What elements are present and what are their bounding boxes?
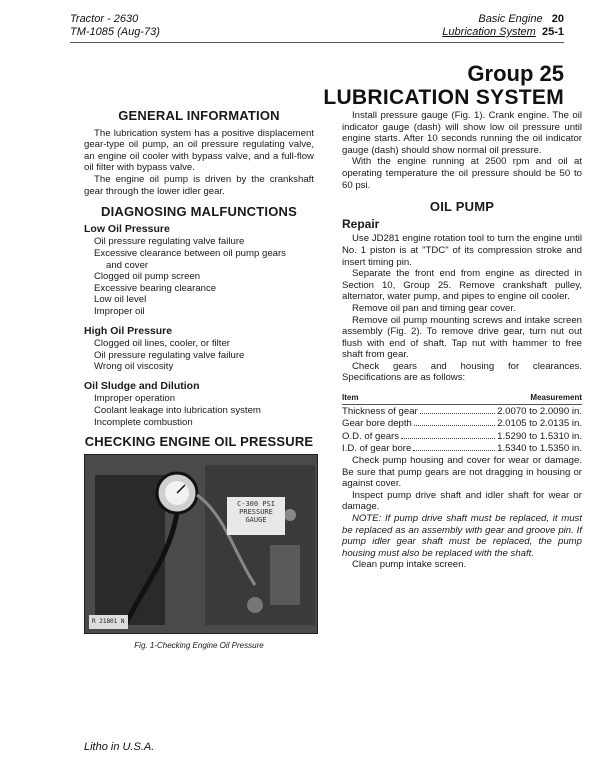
spec-item: O.D. of gears (342, 430, 400, 442)
general-information-heading: GENERAL INFORMATION (118, 108, 280, 123)
list-item: Clogged oil lines, cooler, or filter (94, 338, 230, 350)
list-item: Coolant leakage into lubrication system (94, 405, 261, 417)
list-item: Improper operation (94, 393, 176, 405)
spec-value: 2.0105 to 2.0135 in. (497, 418, 582, 430)
spec-item: I.D. of gear bore (342, 443, 412, 455)
list-item: Oil pressure regulating valve failure (94, 349, 245, 361)
table-row (342, 442, 582, 455)
list-item: Oil pressure regulating valve failure (94, 236, 245, 248)
oil-pressure-gauge-photo (84, 454, 318, 634)
repair-step-6: Check pump housing and cover for wear or damage. Be sure that pump gears are not dragging in housing or against cover. (342, 455, 582, 490)
repair-heading: Repair (342, 216, 380, 231)
spec-value: 1.5290 to 1.5310 in. (497, 430, 582, 442)
group-title-block (323, 62, 564, 110)
low-oil-pressure-list (84, 236, 314, 317)
spec-header-measurement: Measurement (530, 393, 582, 403)
repair-step-4: Remove oil pump mounting screws and intake screen assembly (Fig. 2). To remove drive gear, turn nut out flush with end of shaft. Tap nut with hammer to free shaft from gear. (342, 314, 582, 361)
spec-value: 1.5340 to 1.5350 in. (497, 443, 582, 455)
header-divider (70, 42, 564, 43)
header-group-page: 25-1 (541, 26, 564, 38)
list-item: Wrong oil viscosity (94, 361, 174, 373)
high-oil-pressure-title: High Oil Pressure (84, 324, 173, 337)
repair-step-3: Remove oil pan and timing gear cover. (352, 302, 516, 314)
replacement-note: NOTE: If pump drive shaft must be replaced, it must be replaced as an assembly with gear and groove pin. If pump idler gear shaft must be replaced, the pump housing must also be replaced with the shaft. (342, 513, 582, 559)
oil-pressure-spec-paragraph: With the engine running at 2500 rpm and oil at operating temperature the oil pressure should be 50 to 60 psi. (342, 156, 582, 191)
list-item: Excessive bearing clearance (94, 282, 217, 294)
spec-table-header (342, 392, 582, 405)
page-header-left (70, 13, 160, 39)
header-section-title: Basic Engine (478, 13, 543, 25)
group-number: Group 25 (467, 61, 564, 86)
repair-step-7: Inspect pump drive shaft and idler shaft for wear or damage. (342, 489, 582, 513)
spec-item: Thickness of gear (342, 405, 418, 417)
low-oil-pressure-title: Low Oil Pressure (84, 222, 170, 235)
general-paragraph-2: The engine oil pump is driven by the crankshaft gear through the lower idler gear. (84, 173, 314, 197)
checking-oil-pressure-heading: CHECKING ENGINE OIL PRESSURE (84, 434, 314, 450)
repair-step-8: Clean pump intake screen. (352, 559, 467, 571)
repair-step-2: Separate the front end from engine as directed in Section 10, Group 25. Remove crankshaft pulley, alternator, water pump, and pipes to engine oil cooler. (342, 268, 582, 303)
oil-sludge-title: Oil Sludge and Dilution (84, 379, 200, 392)
repair-step-5: Check gears and housing for clearances. Specifications are as follows: (342, 360, 582, 384)
spec-value: 2.0070 to 2.0090 in. (497, 405, 582, 417)
table-row (342, 430, 582, 443)
list-item: Clogged oil pump screen (94, 271, 201, 283)
repair-step-1: Use JD281 engine rotation tool to turn the engine until No. 1 piston is at "TDC" of its compression stroke and insert timing pin. (342, 233, 582, 268)
list-item: Incomplete combustion (94, 416, 193, 428)
group-title: LUBRICATION SYSTEM (323, 86, 564, 109)
oil-pump-heading: OIL PUMP (429, 199, 495, 215)
oil-sludge-list (84, 393, 314, 428)
page-footer: Litho in U.S.A. (84, 741, 155, 753)
pressure-gauge-label: C-300 PSI PRESSURE GAUGE (227, 497, 285, 535)
spec-header-item: Item (342, 393, 359, 403)
list-item: and cover (106, 259, 149, 271)
engine-photo-illustration (85, 455, 317, 633)
header-group-title: Lubrication System (442, 26, 536, 38)
figure-1-caption: Fig. 1-Checking Engine Oil Pressure (134, 640, 264, 650)
list-item: Improper oil (94, 305, 145, 317)
spec-item: Gear bore depth (342, 418, 412, 430)
table-row (342, 405, 582, 418)
header-tractor-model: Tractor - 2630 (70, 13, 139, 25)
header-section-page: 20 (551, 13, 564, 25)
spec-table (342, 405, 582, 455)
photo-reference-code: R 21801 N (89, 615, 128, 629)
diagnosing-heading: DIAGNOSING MALFUNCTIONS (101, 204, 297, 220)
table-row (342, 417, 582, 430)
general-paragraph-1: The lubrication system has a positive displacement gear-type oil pump, an oil pressure regulating valve, an engine oil cooler with bypass valve, and a full-flow oil filter with bypass valve. (84, 127, 314, 174)
right-column (342, 110, 582, 571)
high-oil-pressure-list (84, 338, 314, 373)
left-column (84, 110, 314, 651)
header-manual-number: TM-1085 (Aug-73) (70, 26, 160, 38)
list-item: Excessive clearance between oil pump gears (94, 247, 286, 259)
list-item: Low oil level (94, 294, 147, 306)
page-header-right (442, 13, 564, 39)
install-gauge-paragraph: Install pressure gauge (Fig. 1). Crank engine. The oil indicator gauge (dash) will show low oil pressure until engine starts. After 10 seconds running the oil indicator gauge (dash) should show normal oil pressure. (342, 110, 582, 156)
